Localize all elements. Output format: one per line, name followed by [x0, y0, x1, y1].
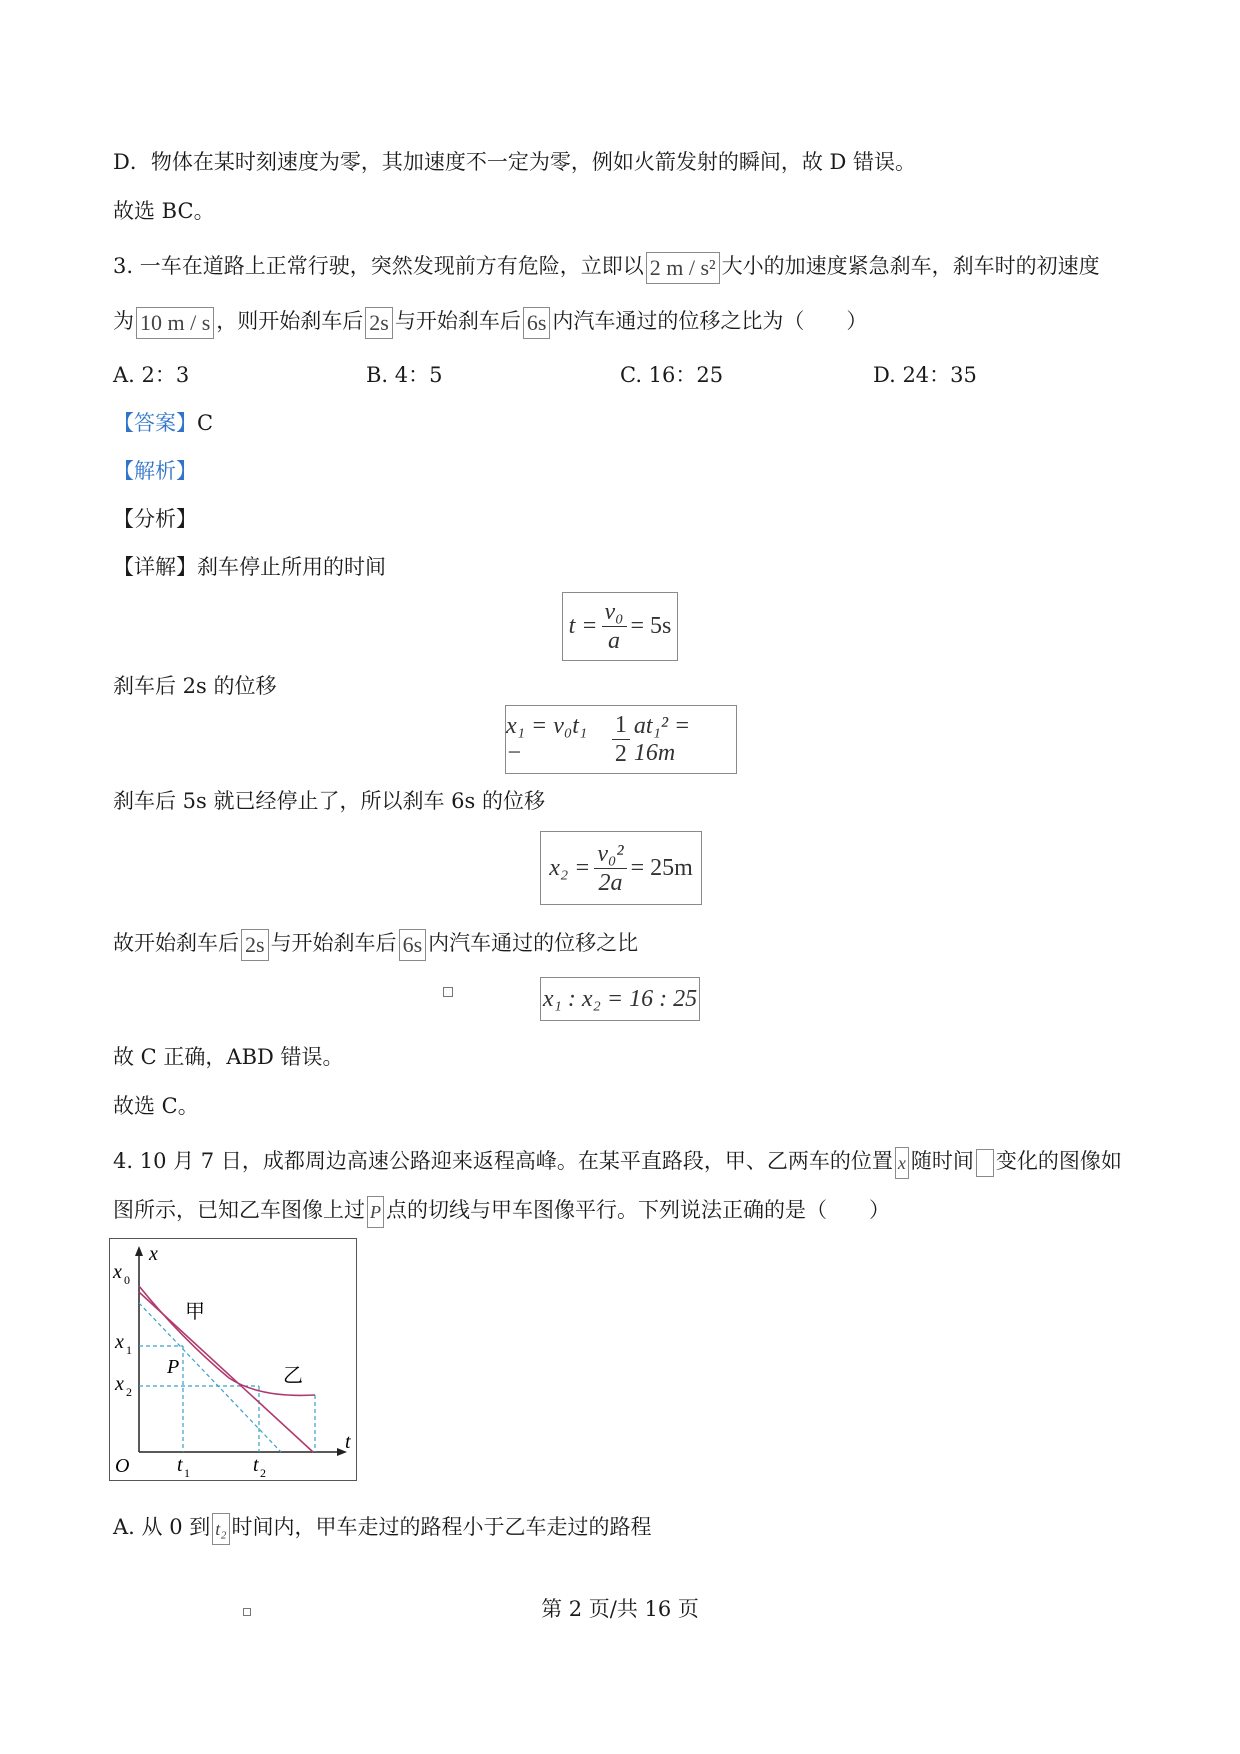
eq4-text: x₁ : x₂ = 16 : 25 — [542, 985, 698, 1012]
origin-label: O — [115, 1455, 130, 1477]
ratio-text-b: 与开始刹车后 — [270, 931, 397, 955]
accel-formula-box: 2 m / s² — [646, 252, 720, 284]
axis-t-label: t — [345, 1431, 351, 1453]
ratio-t2-box: 6s — [399, 929, 427, 961]
question-3-line-2 — [113, 306, 867, 339]
q3-text-c: 为 — [113, 309, 134, 333]
detail-text: 刹车停止所用的时间 — [197, 555, 386, 579]
q4-option-a — [113, 1512, 652, 1545]
equation-x1 — [505, 705, 737, 774]
q4-text-b: 随时间 — [910, 1149, 974, 1173]
eq1-den: a — [608, 628, 620, 654]
axis-x-label: x — [149, 1243, 158, 1265]
option-a: A. 2：3 — [113, 363, 190, 387]
answer-line — [113, 408, 213, 438]
label-yi: 乙 — [283, 1365, 303, 1387]
eq1-fraction — [602, 598, 627, 655]
eq3-fraction — [594, 840, 626, 897]
option-b: B. 4：5 — [366, 363, 443, 387]
q4-p-box: P — [367, 1196, 384, 1228]
text-line-choose-bc: 故选 BC。 — [113, 199, 215, 223]
q4-text-c: 变化的图像如 — [995, 1149, 1122, 1173]
q3-text-a: 3. 一车在道路上正常行驶，突然发现前方有危险，立即以 — [113, 254, 644, 278]
q4-option-a-t2-box: t₂ — [212, 1513, 229, 1545]
q4-text-d: 图所示，已知乙车图像上过 — [113, 1198, 365, 1222]
question-3-line-1 — [113, 251, 1100, 284]
equation-stop-time — [562, 592, 678, 661]
eq2-rhs: at₁² = 16m — [633, 712, 691, 766]
detail-line — [113, 552, 386, 582]
q4-option-a-text: A. 从 0 到 — [113, 1515, 211, 1539]
q3-text-d: ，则开始刹车后 — [216, 309, 364, 333]
text-choose-c: 故选 C。 — [113, 1094, 199, 1118]
q4-option-a-rest: 时间内，甲车走过的路程小于乙车走过的路程 — [231, 1515, 652, 1539]
q3-text-f: 内汽车通过的位移之比为（ ） — [552, 309, 868, 333]
equation-x2 — [540, 831, 702, 905]
equation-ratio — [540, 977, 700, 1021]
eq3-den: 2a — [598, 869, 623, 896]
x0-label: x — [113, 1261, 122, 1283]
q3-text-e: 与开始刹车后 — [394, 309, 521, 333]
q4-x-box: x — [895, 1147, 909, 1179]
t1-formula-box: 2s — [365, 307, 393, 339]
eq3-lhs: x₂ = — [549, 854, 591, 881]
placeholder-square-icon — [443, 987, 453, 997]
eq3-rhs: = 25m — [630, 854, 693, 881]
text-line-d-option: D．物体在某时刻速度为零，其加速度不一定为零，例如火箭发射的瞬间，故 D 错误。 — [113, 150, 917, 174]
eq2-lhs: x₁ = v₀t₁ − — [506, 712, 588, 766]
analysis-tag: 【解析】 — [113, 459, 197, 483]
option-c: C. 16：25 — [620, 363, 724, 387]
page-footer: 第 2 页/共 16 页 — [541, 1597, 699, 1621]
eq1-num: v₀ — [602, 598, 627, 627]
graph-frame — [110, 1239, 357, 1481]
q3-text-b: 大小的加速度紧急刹车，刹车时的初速度 — [721, 254, 1100, 278]
text-2s-displacement: 刹车后 2s 的位移 — [113, 674, 277, 698]
t1-subscript: 1 — [184, 1466, 190, 1480]
ratio-text-c: 内汽车通过的位移之比 — [428, 931, 639, 955]
t1-label: t — [177, 1454, 183, 1476]
text-c-correct: 故 C 正确，ABD 错误。 — [113, 1045, 344, 1069]
x2-label: x — [115, 1373, 124, 1395]
answer-value: C — [197, 411, 214, 435]
q4-t-box — [976, 1149, 994, 1177]
t2-label: t — [253, 1454, 259, 1476]
question-4-line-2 — [113, 1195, 890, 1228]
label-jia: 甲 — [185, 1301, 205, 1323]
eq3-num: v₀² — [594, 840, 626, 869]
ratio-line — [113, 928, 638, 961]
q4-text-e: 点的切线与甲车图像平行。下列说法正确的是（ ） — [386, 1198, 890, 1222]
eq2-den: 2 — [614, 741, 627, 767]
answer-tag: 【答案】 — [113, 411, 197, 435]
x0-subscript: 0 — [124, 1273, 130, 1287]
t2-subscript: 2 — [260, 1466, 266, 1480]
x1-subscript: 1 — [126, 1343, 132, 1357]
option-d: D. 24：35 — [873, 363, 977, 387]
t2-formula-box: 6s — [523, 307, 551, 339]
x1-label: x — [115, 1331, 124, 1353]
v0-formula-box: 10 m / s — [136, 307, 214, 339]
text-5s-stopped: 刹车后 5s 就已经停止了，所以刹车 6s 的位移 — [113, 789, 545, 813]
eq1-lhs: t = — [568, 613, 598, 639]
label-p: P — [167, 1356, 180, 1378]
question-4-line-1 — [113, 1146, 1122, 1179]
detail-tag: 【详解】 — [113, 555, 197, 579]
eq2-fraction — [612, 711, 630, 768]
fenxi-tag: 【分析】 — [113, 507, 197, 531]
position-time-graph — [109, 1238, 357, 1481]
ratio-t1-box: 2s — [241, 929, 269, 961]
x2-subscript: 2 — [126, 1385, 132, 1399]
ratio-text-a: 故开始刹车后 — [113, 931, 239, 955]
eq2-num: 1 — [612, 711, 630, 740]
eq1-rhs: = 5s — [630, 613, 672, 639]
q4-text-a: 4. 10 月 7 日，成都周边高速公路迎来返程高峰。在某平直路段，甲、乙两车的位置 — [113, 1149, 893, 1173]
